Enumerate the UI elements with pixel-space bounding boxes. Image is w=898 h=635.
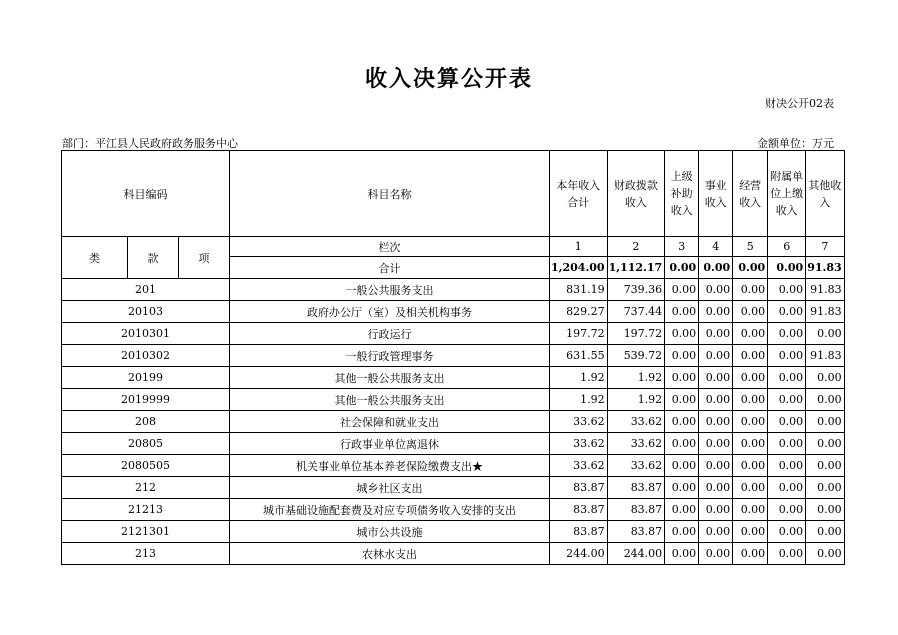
row-value: 0.00 (699, 345, 733, 367)
header-lei: 类 (62, 237, 128, 279)
row-value: 0.00 (768, 301, 806, 323)
row-value: 33.62 (607, 433, 665, 455)
row-value: 0.00 (768, 477, 806, 499)
income-table (61, 150, 845, 565)
row-value: 831.19 (550, 279, 608, 301)
row-value: 0.00 (768, 543, 806, 565)
row-name: 行政事业单位离退休 (230, 433, 550, 455)
row-name: 一般行政管理事务 (230, 345, 550, 367)
header-col-2: 财政拨款收入 (607, 151, 665, 237)
row-value: 0.00 (733, 521, 768, 543)
row-value: 83.87 (550, 477, 608, 499)
row-value: 0.00 (665, 543, 699, 565)
row-value: 1.92 (550, 367, 608, 389)
row-value: 0.00 (665, 477, 699, 499)
page-title: 收入决算公开表 (364, 66, 533, 92)
total-value: 0.00 (768, 257, 806, 279)
row-value: 0.00 (733, 411, 768, 433)
table-row (62, 433, 845, 455)
row-value: 0.00 (733, 433, 768, 455)
row-value: 0.00 (806, 477, 844, 499)
table-row (62, 499, 845, 521)
row-value: 0.00 (665, 323, 699, 345)
row-code: 2010302 (62, 345, 230, 367)
table-row (62, 455, 845, 477)
row-value: 0.00 (665, 455, 699, 477)
row-value: 0.00 (733, 389, 768, 411)
total-value: 91.83 (806, 257, 844, 279)
form-number: 财决公开02表 (765, 97, 834, 110)
header-name: 科目名称 (230, 151, 550, 237)
row-value: 0.00 (733, 367, 768, 389)
row-value: 83.87 (550, 521, 608, 543)
row-code: 20199 (62, 367, 230, 389)
row-value: 0.00 (806, 323, 844, 345)
row-value: 0.00 (768, 323, 806, 345)
row-value: 0.00 (699, 389, 733, 411)
row-value: 83.87 (607, 521, 665, 543)
row-value: 0.00 (768, 521, 806, 543)
row-value: 197.72 (607, 323, 665, 345)
row-name: 机关事业单位基本养老保险缴费支出★ (230, 455, 550, 477)
row-value: 0.00 (733, 345, 768, 367)
row-value: 0.00 (665, 301, 699, 323)
table-row (62, 367, 845, 389)
row-value: 83.87 (607, 499, 665, 521)
row-code: 2080505 (62, 455, 230, 477)
row-name: 城市公共设施 (230, 521, 550, 543)
row-code: 2010301 (62, 323, 230, 345)
row-value: 0.00 (699, 477, 733, 499)
row-value: 737.44 (607, 301, 665, 323)
row-name: 其他一般公共服务支出 (230, 367, 550, 389)
row-value: 0.00 (665, 433, 699, 455)
row-name: 政府办公厅（室）及相关机构事务 (230, 301, 550, 323)
header-xiang: 项 (179, 237, 230, 279)
row-value: 0.00 (699, 499, 733, 521)
row-value: 83.87 (550, 499, 608, 521)
table-row (62, 301, 845, 323)
row-name: 社会保障和就业支出 (230, 411, 550, 433)
row-name: 城市基础设施配套费及对应专项债务收入安排的支出 (230, 499, 550, 521)
row-value: 0.00 (699, 521, 733, 543)
row-value: 0.00 (665, 499, 699, 521)
table-row (62, 477, 845, 499)
row-value: 0.00 (699, 367, 733, 389)
lanci-row (62, 237, 845, 257)
col-number: 4 (699, 237, 733, 257)
table-row (62, 345, 845, 367)
row-value: 83.87 (607, 477, 665, 499)
row-code: 21213 (62, 499, 230, 521)
row-name: 一般公共服务支出 (230, 279, 550, 301)
row-value: 0.00 (665, 389, 699, 411)
row-value: 0.00 (733, 323, 768, 345)
row-value: 0.00 (699, 279, 733, 301)
row-value: 0.00 (806, 411, 844, 433)
row-value: 0.00 (806, 367, 844, 389)
row-value: 33.62 (550, 411, 608, 433)
row-value: 829.27 (550, 301, 608, 323)
total-label: 合计 (230, 257, 550, 279)
row-code: 2121301 (62, 521, 230, 543)
header-col-5: 经营收入 (733, 151, 768, 237)
row-value: 0.00 (768, 367, 806, 389)
header-col-7: 其他收入 (806, 151, 844, 237)
table-row (62, 411, 845, 433)
header-code: 科目编码 (62, 151, 230, 237)
row-value: 0.00 (733, 477, 768, 499)
col-number: 6 (768, 237, 806, 257)
row-value: 0.00 (768, 499, 806, 521)
row-value: 0.00 (699, 301, 733, 323)
row-value: 197.72 (550, 323, 608, 345)
row-value: 1.92 (550, 389, 608, 411)
total-value: 0.00 (699, 257, 733, 279)
row-code: 201 (62, 279, 230, 301)
row-value: 0.00 (699, 433, 733, 455)
row-value: 0.00 (665, 279, 699, 301)
row-value: 244.00 (550, 543, 608, 565)
row-value: 0.00 (733, 543, 768, 565)
row-value: 0.00 (806, 521, 844, 543)
row-name: 行政运行 (230, 323, 550, 345)
row-value: 0.00 (699, 323, 733, 345)
row-code: 208 (62, 411, 230, 433)
col-number: 7 (806, 237, 844, 257)
row-value: 0.00 (665, 411, 699, 433)
header-col-4: 事业收入 (699, 151, 733, 237)
row-value: 1.92 (607, 367, 665, 389)
row-value: 0.00 (733, 455, 768, 477)
header-col-6: 附属单位上缴收入 (768, 151, 806, 237)
row-value: 1.92 (607, 389, 665, 411)
row-value: 539.72 (607, 345, 665, 367)
row-value: 244.00 (607, 543, 665, 565)
row-name: 城乡社区支出 (230, 477, 550, 499)
row-value: 0.00 (665, 367, 699, 389)
total-value: 1,204.00 (550, 257, 608, 279)
table-row (62, 521, 845, 543)
col-number: 2 (607, 237, 665, 257)
row-value: 33.62 (550, 455, 608, 477)
row-value: 0.00 (806, 389, 844, 411)
header-row (62, 151, 845, 237)
col-number: 1 (550, 237, 608, 257)
row-value: 91.83 (806, 345, 844, 367)
row-value: 0.00 (733, 279, 768, 301)
total-value: 0.00 (733, 257, 768, 279)
row-value: 0.00 (733, 499, 768, 521)
row-code: 20103 (62, 301, 230, 323)
header-col-1: 本年收入合计 (550, 151, 608, 237)
row-value: 0.00 (699, 411, 733, 433)
table-row (62, 279, 845, 301)
row-name: 农林水支出 (230, 543, 550, 565)
row-value: 0.00 (699, 455, 733, 477)
row-value: 0.00 (665, 345, 699, 367)
amount-unit-label: 金额单位：万元 (757, 137, 834, 150)
row-value: 739.36 (607, 279, 665, 301)
row-value: 33.62 (607, 455, 665, 477)
row-value: 0.00 (699, 543, 733, 565)
col-number: 5 (733, 237, 768, 257)
row-value: 0.00 (806, 499, 844, 521)
row-value: 631.55 (550, 345, 608, 367)
row-value: 0.00 (806, 455, 844, 477)
row-value: 0.00 (768, 345, 806, 367)
row-value: 0.00 (806, 543, 844, 565)
row-value: 33.62 (607, 411, 665, 433)
table-row (62, 389, 845, 411)
header-kuan: 款 (128, 237, 179, 279)
row-code: 2019999 (62, 389, 230, 411)
table-row (62, 543, 845, 565)
row-value: 0.00 (768, 411, 806, 433)
row-value: 91.83 (806, 301, 844, 323)
row-value: 91.83 (806, 279, 844, 301)
lanci-label: 栏次 (230, 237, 550, 257)
row-value: 0.00 (665, 521, 699, 543)
row-value: 33.62 (550, 433, 608, 455)
row-value: 0.00 (768, 279, 806, 301)
row-value: 0.00 (733, 301, 768, 323)
row-name: 其他一般公共服务支出 (230, 389, 550, 411)
row-code: 20805 (62, 433, 230, 455)
row-value: 0.00 (806, 433, 844, 455)
row-value: 0.00 (768, 455, 806, 477)
col-number: 3 (665, 237, 699, 257)
row-value: 0.00 (768, 433, 806, 455)
row-code: 213 (62, 543, 230, 565)
total-value: 1,112.17 (607, 257, 665, 279)
header-col-3: 上级补助收入 (665, 151, 699, 237)
table-row (62, 323, 845, 345)
total-value: 0.00 (665, 257, 699, 279)
row-code: 212 (62, 477, 230, 499)
department-label: 部门：平江县人民政府政务服务中心 (62, 137, 238, 150)
row-value: 0.00 (768, 389, 806, 411)
